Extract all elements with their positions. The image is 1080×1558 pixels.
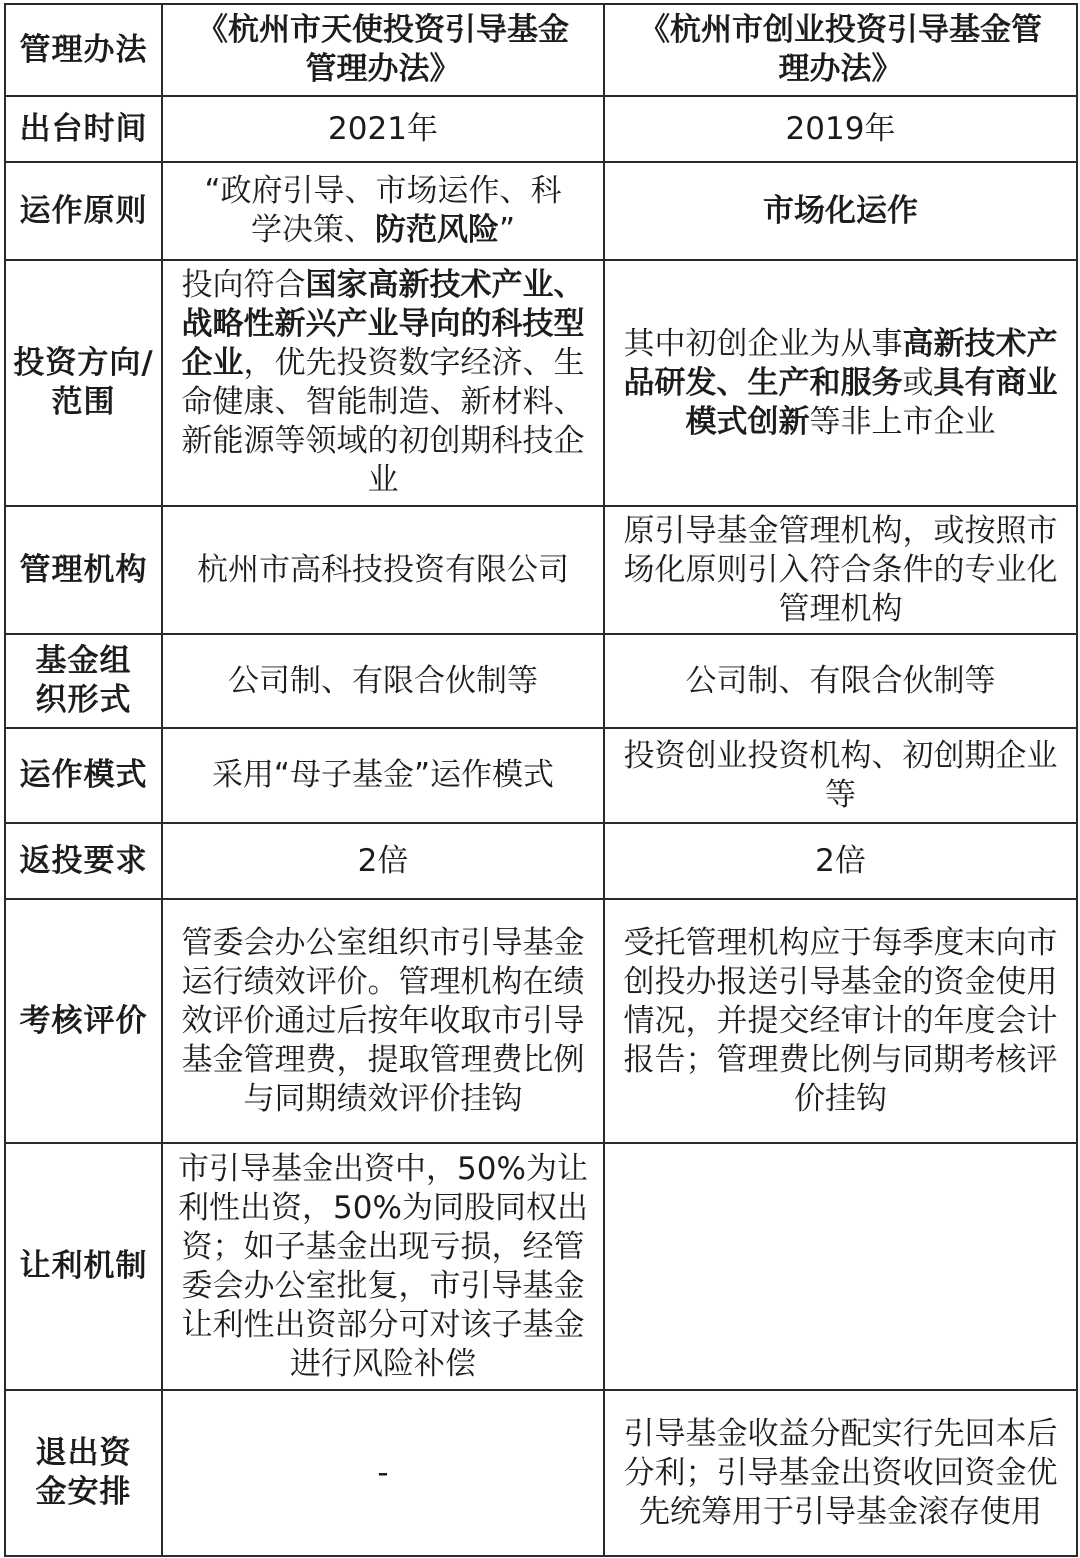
cell-text: 具有商业模式创新 (685, 364, 1058, 440)
left-cell (162, 162, 604, 260)
row-label: 基金组织形式 (5, 634, 162, 728)
table-row-principle (5, 162, 1077, 260)
left-cell (162, 96, 604, 162)
cell-text: 市引导基金出资中，50%为让利性出资，50%为同股同权出资；如子基金出现亏损，经管委会办公室批复，市引导基金让利性出资部分可对该子基金进行风险补偿 (178, 1150, 588, 1382)
right-cell (604, 899, 1077, 1143)
right-cell (604, 823, 1077, 899)
right-cell (604, 96, 1077, 162)
table-row-org-form (5, 634, 1077, 728)
cell-text: 国家高新技术产业、战略性新兴产业导向的科技型企业 (181, 267, 585, 381)
cell-text: 采用“母子基金”运作模式 (211, 757, 555, 793)
right-cell (604, 634, 1077, 728)
cell-text: 防范风险 (374, 212, 499, 248)
cell-text: “政府引导、市场运作、科学决策、 (204, 173, 562, 248)
right-cell (604, 260, 1077, 506)
left-cell (162, 634, 604, 728)
cell-text: 公司制、有限合伙制等 (685, 662, 996, 699)
table-row-method (5, 4, 1077, 96)
table-row-date (5, 96, 1077, 162)
cell-text: 杭州市高科技投资有限公司 (197, 551, 569, 588)
left-cell (162, 1390, 604, 1556)
cell-text: 或 (902, 364, 934, 401)
right-cell (604, 728, 1077, 823)
cell-text: 2倍 (815, 842, 866, 879)
cell-text: 高新技术产品研发、生产和服务 (623, 325, 1058, 401)
table-row-profit-sharing (5, 1143, 1077, 1390)
left-cell (162, 1143, 604, 1390)
cell-text: 2019年 (785, 110, 896, 147)
row-label: 出台时间 (5, 96, 162, 162)
left-cell (162, 260, 604, 506)
table-row-manager (5, 506, 1077, 634)
right-cell (604, 506, 1077, 634)
cell-text: - (377, 1454, 389, 1491)
cell-text: 原引导基金管理机构，或按照市场化原则引入符合条件的专业化管理机构 (623, 512, 1058, 627)
cell-text: 《杭州市天使投资引导基金管理办法》 (197, 12, 569, 87)
table-row-direction (5, 260, 1077, 506)
row-label: 让利机制 (5, 1143, 162, 1390)
cell-text: 等非上市企业 (809, 403, 996, 440)
left-cell (162, 4, 604, 96)
table-row-mode (5, 728, 1077, 823)
cell-text: 2倍 (357, 842, 409, 879)
row-label: 运作模式 (5, 728, 162, 823)
row-label: 管理机构 (5, 506, 162, 634)
cell-text: 受托管理机构应于每季度末向市创投办报送引导基金的资金使用情况，并提交经审计的年度会计报告；管理费比例与同期考核评价挂钩 (623, 924, 1058, 1117)
comparison-table-container (4, 3, 1078, 1557)
row-label: 考核评价 (5, 899, 162, 1143)
cell-text: 《杭州市创业投资引导基金管理办法》 (639, 12, 1042, 87)
left-cell (162, 506, 604, 634)
cell-text: 管委会办公室组织市引导基金运行绩效评价。管理机构在绩效评价通过后按年收取市引导基金管理费，提取管理费比例与同期绩效评价挂钩 (181, 924, 585, 1117)
row-label: 退出资金安排 (5, 1390, 162, 1556)
comparison-table (4, 3, 1078, 1557)
right-cell (604, 1143, 1077, 1390)
right-cell (604, 4, 1077, 96)
cell-text: 市场化运作 (763, 192, 918, 229)
row-label: 投资方向/范围 (5, 260, 162, 506)
cell-text: 引导基金收益分配实行先回本后分利；引导基金出资收回资金优先统筹用于引导基金滚存使用 (623, 1415, 1058, 1530)
cell-text: ” (498, 212, 516, 248)
cell-text: ，优先投资数字经济、生命健康、智能制造、新材料、新能源等领域的初创期科技企业 (181, 345, 585, 498)
right-cell (604, 162, 1077, 260)
cell-text: 投向符合 (181, 267, 306, 303)
row-label: 管理办法 (5, 4, 162, 96)
cell-text: 投资创业投资机构、初创期企业等 (623, 737, 1058, 813)
row-label: 运作原则 (5, 162, 162, 260)
table-row-reinvest (5, 823, 1077, 899)
right-cell (604, 1390, 1077, 1556)
row-label: 返投要求 (5, 823, 162, 899)
table-row-exit (5, 1390, 1077, 1556)
left-cell (162, 899, 604, 1143)
cell-text: 2021年 (328, 110, 438, 147)
left-cell (162, 823, 604, 899)
cell-text: 其中初创企业为从事 (623, 325, 903, 362)
left-cell (162, 728, 604, 823)
table-row-evaluation (5, 899, 1077, 1143)
cell-text: 公司制、有限合伙制等 (228, 662, 538, 699)
